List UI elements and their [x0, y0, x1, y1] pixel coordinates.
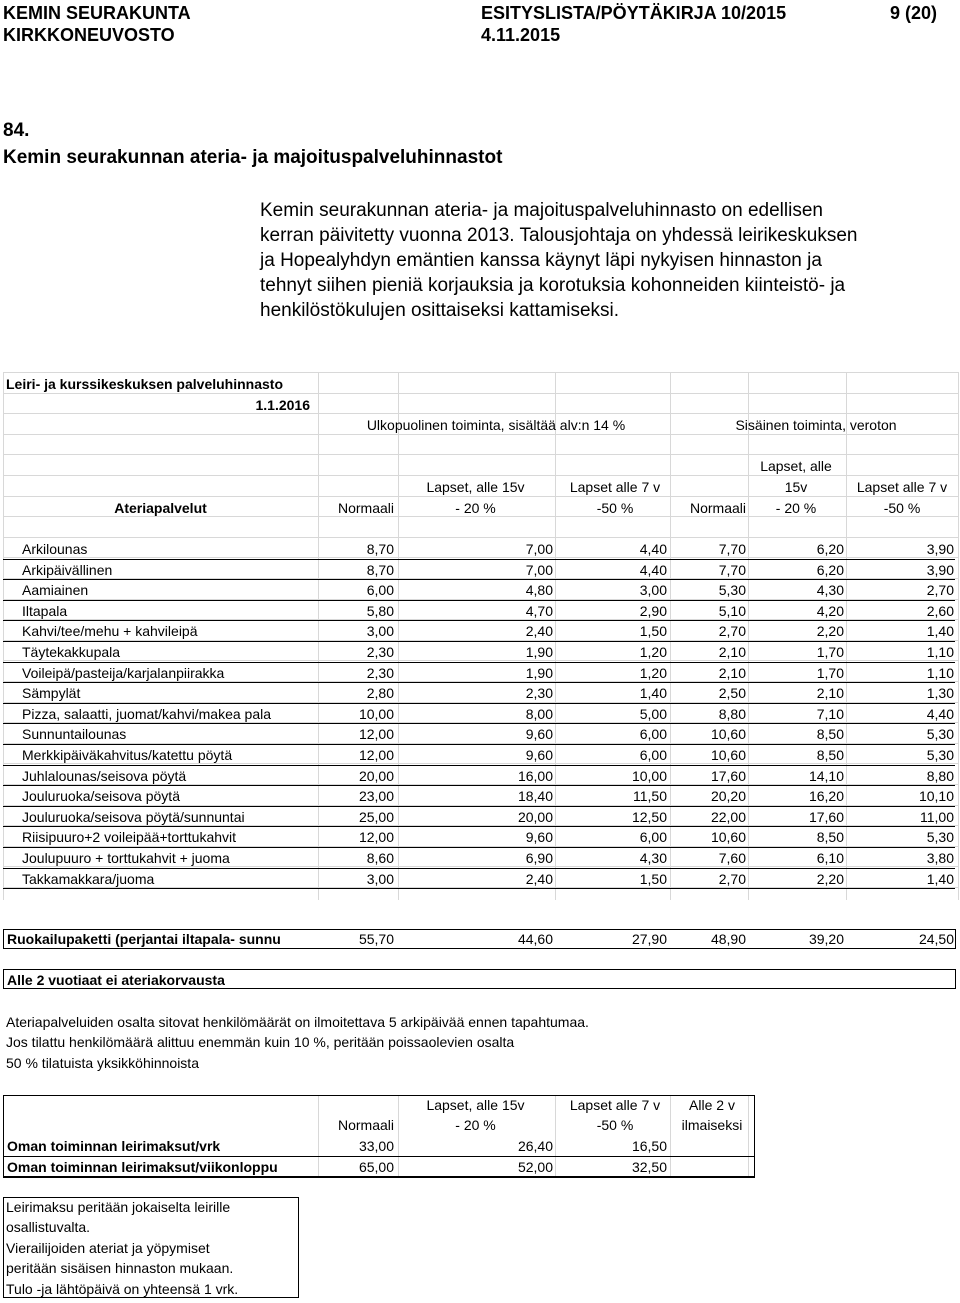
- grid-hline: [3, 496, 958, 497]
- price-cell: 3,80: [926, 850, 954, 866]
- no-meal-fee-note: Alle 2 vuotiaat ei ateriakorvausta: [7, 972, 225, 988]
- grid-hline: [3, 475, 958, 476]
- price-cell: 7,70: [718, 561, 746, 578]
- row-underline: [3, 826, 955, 827]
- org-name: KEMIN SEURAKUNTA: [3, 3, 191, 23]
- note-line: 50 % tilatuista yksikköhinnoista: [6, 1055, 199, 1071]
- price-cell: 6,00: [366, 582, 394, 599]
- camp-fee-cell: 33,00: [358, 1138, 394, 1154]
- meal-name: Sunnuntailounas: [22, 726, 127, 743]
- row-underline: [3, 559, 955, 560]
- price-cell: 2,40: [525, 623, 553, 640]
- price-cell: 7,00: [525, 561, 553, 578]
- price-cell: 17,60: [710, 767, 746, 784]
- price-cell: 3,00: [639, 582, 667, 599]
- price-cell: 3,90: [926, 561, 954, 578]
- footnote-line: peritään sisäisen hinnaston mukaan.: [6, 1260, 234, 1276]
- page-number: 9 (20): [890, 3, 938, 23]
- price-cell: 23,00: [358, 788, 394, 805]
- price-cell: 8,00: [525, 705, 553, 722]
- package-price-cell: 48,90: [710, 931, 746, 947]
- price-cell: 7,10: [816, 705, 844, 722]
- row-underline: [3, 682, 955, 683]
- price-cell: 4,40: [639, 561, 667, 578]
- meal-name: Voileipä/pasteija/karjalanpiirakka: [22, 664, 225, 681]
- meal-name: Riisipuuro+2 voileipää+torttukahvit: [22, 829, 237, 846]
- package-price-cell: 55,70: [358, 931, 394, 947]
- camp-col-free-header: Alle 2 v: [689, 1097, 735, 1113]
- price-cell: 8,70: [366, 541, 394, 557]
- meal-name: Merkkipäiväkahvitus/katettu pöytä: [22, 747, 233, 763]
- price-cell: 1,90: [525, 664, 553, 681]
- camp-fee-cell: 26,40: [517, 1138, 553, 1154]
- price-cell: 7,70: [718, 541, 746, 557]
- camp-fee-cell: 16,50: [631, 1138, 667, 1154]
- row-underline: [3, 641, 955, 642]
- price-cell: 11,50: [633, 788, 667, 805]
- price-cell: 8,80: [926, 767, 954, 784]
- price-cell: 9,60: [525, 726, 553, 743]
- doc-date: 4.11.2015: [481, 25, 561, 45]
- col-int-child7-header-pct: -50 %: [883, 500, 921, 516]
- price-cell: 1,40: [926, 870, 954, 887]
- price-cell: 20,00: [517, 808, 553, 825]
- meal-name: Arkipäivällinen: [22, 561, 113, 578]
- price-cell: 1,70: [816, 664, 844, 681]
- price-cell: 1,50: [639, 623, 667, 640]
- price-cell: 9,60: [525, 829, 553, 846]
- price-cell: 1,20: [639, 644, 667, 660]
- grid-hline: [3, 372, 958, 373]
- col-int-child15-header-pct: - 20 %: [775, 500, 817, 516]
- grid-hline: [3, 413, 958, 414]
- price-cell: 3,00: [366, 623, 394, 640]
- price-cell: 2,40: [525, 870, 553, 887]
- meal-name: Joulupuuro + torttukahvit + juoma: [22, 850, 230, 866]
- camp-fee-name: Oman toiminnan leirimaksut/vrk: [7, 1138, 221, 1154]
- price-cell: 8,50: [816, 829, 844, 846]
- col-int-normal-header: Normaali: [689, 500, 746, 516]
- col-normal-header: Normaali: [337, 500, 394, 516]
- intro-line: kerran päivitetty vuonna 2013. Talousjohtaja on yhdessä leirikeskuksen: [260, 225, 858, 246]
- price-cell: 20,00: [358, 767, 394, 784]
- price-cell: 2,30: [366, 664, 394, 681]
- price-cell: 2,20: [816, 623, 844, 640]
- price-cell: 4,80: [525, 582, 553, 599]
- price-cell: 1,40: [926, 623, 954, 640]
- package-price-cell: 39,20: [808, 931, 844, 947]
- price-cell: 2,60: [926, 602, 954, 619]
- price-cell: 5,30: [718, 582, 746, 599]
- section-number: 84.: [3, 120, 30, 141]
- price-cell: 8,70: [366, 561, 394, 578]
- row-underline: [3, 579, 955, 580]
- col-int-child15-header: Lapset, alle: [760, 458, 832, 474]
- meal-name: Aamiainen: [22, 582, 89, 599]
- row-underline: [3, 703, 955, 704]
- price-cell: 8,80: [718, 705, 746, 722]
- footnote-line: Tulo -ja lähtöpäivä on yhteensä 1 vrk.: [6, 1281, 239, 1297]
- price-cell: 1,10: [926, 664, 954, 681]
- price-cell: 10,60: [710, 747, 746, 763]
- price-cell: 17,60: [808, 808, 844, 825]
- intro-line: ja Hopealyhdyn emäntien kanssa käynyt läpi nykyisen hinnaston ja: [260, 250, 822, 271]
- row-underline: [3, 868, 955, 869]
- camp-col-free-header-2: ilmaiseksi: [681, 1117, 743, 1133]
- footnote-line: Vierailijoiden ateriat ja yöpymiset: [6, 1240, 210, 1256]
- grid-vline: [3, 372, 4, 900]
- camp-row-underline: [3, 1156, 755, 1157]
- price-table-valid-from: 1.1.2016: [255, 397, 310, 413]
- meal-name: Arkilounas: [22, 541, 88, 557]
- price-cell: 4,70: [525, 602, 553, 619]
- note-line: Jos tilattu henkilömäärä alittuu enemmän kuin 10 %, peritään poissaolevien osalta: [6, 1034, 515, 1050]
- price-cell: 1,30: [926, 685, 954, 702]
- org-board: KIRKKONEUVOSTO: [3, 25, 175, 45]
- price-cell: 4,30: [639, 850, 667, 866]
- price-cell: 12,50: [631, 808, 667, 825]
- price-cell: 2,10: [816, 685, 844, 702]
- price-cell: 7,00: [525, 541, 553, 557]
- doc-type: ESITYSLISTA/PÖYTÄKIRJA 10/2015: [481, 3, 787, 23]
- price-cell: 16,00: [517, 767, 553, 784]
- package-name: Ruokailupaketti (perjantai iltapala- sunnu: [7, 931, 281, 947]
- price-cell: 6,90: [525, 850, 553, 866]
- price-cell: 5,30: [926, 726, 954, 743]
- price-cell: 3,90: [926, 541, 954, 557]
- camp-fee-name: Oman toiminnan leirimaksut/viikonloppu: [7, 1158, 278, 1175]
- meal-name: Jouluruoka/seisova pöytä/sunnuntai: [22, 808, 245, 825]
- price-cell: 14,10: [808, 767, 844, 784]
- row-underline: [3, 620, 955, 621]
- price-cell: 6,00: [639, 726, 667, 743]
- row-underline: [3, 847, 955, 848]
- price-cell: 2,80: [366, 685, 394, 702]
- price-cell: 6,10: [816, 850, 844, 866]
- price-cell: 1,40: [639, 685, 667, 702]
- price-cell: 2,10: [718, 664, 746, 681]
- price-cell: 10,60: [710, 726, 746, 743]
- group-external-header: Ulkopuolinen toiminta, sisältää alv:n 14 %: [366, 417, 626, 433]
- grid-hline: [3, 393, 958, 394]
- package-price-cell: 44,60: [517, 931, 553, 947]
- row-underline: [3, 600, 955, 601]
- price-cell: 10,10: [918, 788, 954, 805]
- price-cell: 2,20: [816, 870, 844, 887]
- price-cell: 5,30: [926, 829, 954, 846]
- col-child15-header: Lapset, alle 15v: [426, 479, 525, 495]
- col-child7-header-pct: -50 %: [596, 500, 634, 516]
- grid-vline: [958, 372, 959, 900]
- camp-col-child15-header: Lapset, alle 15v: [426, 1097, 525, 1113]
- meal-name: Kahvi/tee/mehu + kahvileipä: [22, 623, 198, 640]
- col-meals-header: Ateriapalvelut: [114, 500, 207, 516]
- price-cell: 12,00: [358, 747, 394, 763]
- price-cell: 5,00: [639, 705, 667, 722]
- intro-paragraph: [260, 198, 950, 323]
- grid-hline: [3, 537, 958, 538]
- price-cell: 9,60: [525, 747, 553, 763]
- price-cell: 22,00: [710, 808, 746, 825]
- row-underline: [3, 785, 955, 786]
- price-cell: 10,60: [710, 829, 746, 846]
- price-cell: 2,70: [718, 870, 746, 887]
- price-cell: 7,60: [718, 850, 746, 866]
- intro-line: Kemin seurakunnan ateria- ja majoituspalveluhinnasto on edellisen: [260, 200, 823, 221]
- row-underline: [3, 806, 955, 807]
- group-internal-header: Sisäinen toiminta, veroton: [735, 417, 897, 433]
- price-cell: 2,70: [926, 582, 954, 599]
- meal-name: Pizza, salaatti, juomat/kahvi/makea pala: [22, 705, 272, 722]
- price-cell: 5,10: [718, 602, 746, 619]
- camp-col-child7-header: Lapset alle 7 v: [569, 1097, 661, 1113]
- camp-fee-cell: 65,00: [358, 1158, 394, 1175]
- camp-col-child15-pct: - 20 %: [455, 1117, 496, 1133]
- price-cell: 2,10: [718, 644, 746, 660]
- price-cell: 6,20: [816, 541, 844, 557]
- meal-name: Iltapala: [22, 602, 68, 619]
- row-underline: [3, 662, 955, 663]
- price-cell: 2,30: [525, 685, 553, 702]
- price-cell: 5,30: [926, 747, 954, 763]
- note-line: Ateriapalveluiden osalta sitovat henkilömäärät on ilmoitettava 5 arkipäivää ennen tapahtumaa.: [6, 1014, 589, 1030]
- intro-line: tehnyt siihen pieniä korjauksia ja korotuksia kohonneiden kiinteistö- ja: [260, 275, 846, 296]
- price-cell: 11,00: [920, 808, 954, 825]
- meal-name: Juhlalounas/seisova pöytä: [22, 767, 187, 784]
- price-cell: 5,80: [366, 602, 394, 619]
- col-child15-header-pct: - 20 %: [455, 500, 496, 516]
- price-cell: 6,00: [639, 747, 667, 763]
- price-cell: 8,50: [816, 747, 844, 763]
- grid-hline: [3, 454, 958, 455]
- price-cell: 4,40: [639, 541, 667, 557]
- price-cell: 25,00: [358, 808, 394, 825]
- camp-col-normal-header: Normaali: [337, 1117, 394, 1133]
- price-cell: 10,00: [358, 705, 394, 722]
- price-table-title: Leiri- ja kurssikeskuksen palveluhinnasto: [6, 376, 283, 392]
- price-cell: 2,90: [639, 602, 667, 619]
- price-cell: 8,60: [366, 850, 394, 866]
- col-child7-header: Lapset alle 7 v: [569, 479, 661, 495]
- meal-name: Sämpylät: [22, 685, 81, 702]
- row-underline: [3, 765, 955, 766]
- price-cell: 4,30: [816, 582, 844, 599]
- price-cell: 4,20: [816, 602, 844, 619]
- row-underline: [3, 723, 955, 724]
- intro-line: henkilöstökulujen osittaiseksi kattamiseksi.: [260, 300, 620, 321]
- price-cell: 1,90: [525, 644, 553, 660]
- meal-name: Jouluruoka/seisova pöytä: [22, 788, 180, 805]
- price-cell: 8,50: [816, 726, 844, 743]
- price-cell: 6,20: [816, 561, 844, 578]
- price-cell: 10,00: [631, 767, 667, 784]
- price-cell: 18,40: [517, 788, 553, 805]
- price-cell: 4,40: [926, 705, 954, 722]
- col-int-child7-header: Lapset alle 7 v: [856, 479, 948, 495]
- price-cell: 6,00: [639, 829, 667, 846]
- camp-row-underline: [3, 1177, 755, 1178]
- price-cell: 2,70: [718, 623, 746, 640]
- camp-fee-cell: 32,50: [631, 1158, 667, 1175]
- price-cell: 16,20: [808, 788, 844, 805]
- grid-hline: [3, 434, 958, 435]
- row-underline: [3, 744, 955, 745]
- price-cell: 2,30: [366, 644, 394, 660]
- meal-name: Täytekakkupala: [22, 644, 121, 660]
- price-cell: 1,20: [639, 664, 667, 681]
- package-price-cell: 24,50: [918, 931, 954, 947]
- row-underline: [3, 888, 955, 889]
- meal-name: Takkamakkara/juoma: [22, 870, 155, 887]
- package-price-cell: 27,90: [631, 931, 667, 947]
- price-cell: 1,70: [816, 644, 844, 660]
- price-cell: 12,00: [358, 829, 394, 846]
- camp-fee-cell: 52,00: [517, 1158, 553, 1175]
- price-cell: 3,00: [366, 870, 394, 887]
- price-cell: 1,50: [639, 870, 667, 887]
- price-cell: 20,20: [710, 788, 746, 805]
- footnote-line: osallistuvalta.: [6, 1219, 91, 1235]
- price-cell: 12,00: [358, 726, 394, 743]
- price-cell: 2,50: [718, 685, 746, 702]
- col-int-child15-header-2: 15v: [784, 479, 808, 495]
- price-cell: 1,10: [926, 644, 954, 660]
- camp-col-child7-pct: -50 %: [596, 1117, 634, 1133]
- grid-hline: [3, 516, 958, 517]
- section-title: Kemin seurakunnan ateria- ja majoituspalveluhinnastot: [3, 147, 503, 168]
- footnote-line: Leirimaksu peritään jokaiselta leirille: [6, 1199, 231, 1215]
